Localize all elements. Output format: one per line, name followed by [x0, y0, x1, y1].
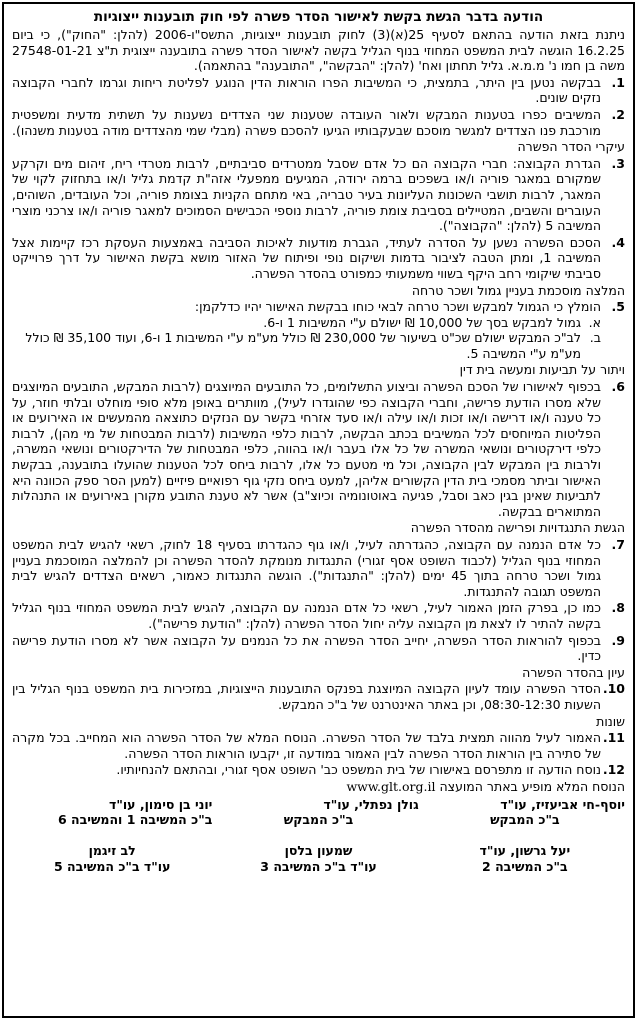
section-inspection	[12, 665, 625, 713]
numbered-clause	[12, 681, 625, 712]
sub-clause-text: גמול למבקש בסך של 10,000 ₪ ישולם ע"י המשיבות 1 ו-6.	[263, 314, 581, 330]
signer-role: ב"כ המבקש	[283, 811, 354, 827]
clause-text: כל אדם הנמנה עם הקבוצה, כהגדרתה לעיל, ו/או גוף כהגדרתו בסעיף 18 לחוק, רשאי להגיש לבית המשפט המחוזי בנוף הגליל (לכבוד השופט אסף זגורי) התנגדות מנומקת להסדר הפשרה וכן להמלצה המוסכמת בעניין גמול ושכר טרחה בתוך 45 ימים (להלן: "התנגדות"). הוגשה התנגדות כאמור, רשאים הצדדים להגיש לבית המשפט תגובה להתנגדות.	[12, 537, 602, 599]
clause-number: 11.	[602, 730, 625, 746]
section-heading: עיון בהסדר הפשרה	[522, 664, 625, 680]
section-heading: הגשת התנגדויות ופרישה מהסדר הפשרה	[410, 520, 625, 536]
sub-clause	[12, 315, 601, 331]
signature	[218, 843, 418, 874]
clause-number: 4.	[611, 234, 625, 250]
clause-number: 9.	[611, 632, 625, 648]
website-link[interactable]: www.glt.org.il	[346, 778, 436, 794]
section-objections	[12, 520, 625, 663]
section-settlement-main-terms	[12, 139, 625, 281]
signer-name: יוני בן סימון, עו"ד	[109, 796, 213, 812]
clause-text: המשיבים כפרו בטענות המבקש ולאור העובדה שטענות שני הצדדים נשענות על תשתית מדעית ומשפטית מורכבת פנו הצדדים למגשר מוסכם שבעקבותיו הגיעו להסכם פשרה (מבלי שמי מהצדדים מודה בטענות משנהו).	[12, 106, 601, 138]
notice-title: הודעה בדבר הגשת בקשת לאישור הסדר פשרה לפי חוק תובענות ייצוגיות	[93, 9, 544, 25]
signer-name: גולן נפתלי, עו"ד	[323, 796, 419, 812]
signer-name: יוסף-חי אביעזיז, עו"ד	[500, 796, 625, 812]
sub-clause-letter: ב.	[589, 330, 601, 346]
clause-text: כמו כן, בפרק הזמן האמור לעיל, רשאי כל אדם הנמנה עם הקבוצה, להגיש לבית המשפט המחוזי בנוף הגליל בקשה להתיר לו לצאת מן הקבוצה עליה יחול הסדר הפשרה (להלן: "הודעת פרישה").	[12, 600, 601, 631]
clause-number: 5.	[611, 299, 625, 315]
clause-number: 7.	[611, 537, 625, 552]
sub-clause-letter: א.	[588, 314, 601, 330]
numbered-clause	[12, 75, 625, 106]
clause-text: הסכם הפשרה נשען על הסדרה לעתיד, הגברת מודעות לאיכות הסביבה באמצעות העסקת רכז קיימות אצל המשיבה 1, ומתן הטבה לציבור בדמות ושיקום נופי ופיתוח של האזור מושא בקשת האישור על דרך פרוייקט סביבתי שיקומי רחב היקף בשווי משמעותי כמפורט בהסדר הפשרה.	[12, 234, 601, 281]
clause-text: הגדרת הקבוצה: חברי הקבוצה הם כל אדם שסבל ממטרדים סביבתיים, לרבות מטרדי ריח, זיהום מים וקרקע שמקורם במאגר פוריה ו/או בשפכים ברמה ירודה, המגיעים ממפעלי אזה"ת קדמת גליל ו/או בתחזוק לקוי של המאגר, לרבות תושבי השכונות העליונות בעיר טבריה, באי מתחם הקניות בצומת פוריה, וכל העובדים, השוהים, העוברים והשבים, המטיילים בסביבת צומת פוריה, לרבות נוספי הכבישים הסמוכים למאגר פוריה ו/או צרכני מוצרי המשיבה 5 (להלן: "הקבוצה").	[12, 155, 601, 234]
signature-block	[12, 797, 625, 875]
sub-clause-text: לב"כ המבקש ישולם שכ"ט בשיעור של 230,000 ₪ כולל מע"מ ע"י המשיבות 1 ו-6, ועוד 35,100 ₪ כולל מע"מ ע"י המשיבה 5.	[25, 330, 581, 361]
legal-notice	[2, 2, 635, 1018]
clause-number: 6.	[611, 379, 625, 395]
clause-text: בבקשה נטען בין היתר, בתמצית, כי המשיבות הפרו הוראות הדין הנוגע לפליטת ריחות וגרמו לחברי הקבוצה נזקים שונים.	[12, 74, 601, 106]
section-waiver	[12, 362, 625, 519]
clause-text: הומלץ כי הגמול למבקש ושכר טרחה לבאי כוחו בבקשת האישור יהיו כדלקמן:	[194, 299, 601, 315]
sub-clause	[12, 330, 601, 361]
clause-number: 12.	[602, 762, 625, 778]
clause-text: נוסח הודעה זו מתפרסם באישורו של בית המשפט כב' השופט אסף זגורי, ובהתאם להנחיותיו.	[116, 762, 601, 778]
clause-text: הסדר הפשרה עומד לעיון הקבוצה המיוצגת בפנקס התובענות הייצוגיות, במזכירות בית המשפט בנוף הגליל בין השעות 08:30-12:30, וכן באתר האינטרנט של ב"כ המבקש.	[12, 681, 601, 712]
website-label: הנוסח המלא מופיע באתר המועצה	[439, 778, 625, 794]
numbered-clause	[12, 537, 625, 599]
signature	[218, 797, 418, 828]
clause-number: 2.	[611, 106, 625, 122]
signer-role: ב"כ המבקש	[490, 811, 560, 827]
clause-number: 1.	[611, 74, 625, 90]
website-line	[12, 779, 625, 795]
signature	[12, 797, 212, 828]
signer-name: לב זיגמן	[88, 843, 136, 859]
section-heading: שונות	[596, 713, 625, 729]
numbered-clause	[12, 762, 625, 778]
section-heading: ויתור על תביעות ומעשה בית דין	[459, 362, 625, 378]
numbered-clause	[12, 633, 625, 664]
signature	[425, 797, 625, 828]
clause-text: האמור לעיל מהווה תמצית בלבד של הסדר הפשרה. הנוסח המלא של הסדר הפשרה הוא המחייב. בכל מקרה של סתירה בין הוראות הסדר הפשרה לבין האמור במודעה זו, יקבעו הוראות הסדר הפשרה.	[12, 730, 601, 761]
numbered-clause	[12, 235, 625, 282]
section-fees-recommendation	[12, 283, 625, 362]
numbered-clause	[12, 730, 625, 761]
section-misc	[12, 714, 625, 778]
section-background	[12, 75, 625, 138]
signer-name: יעל גרשון, עו"ד	[479, 843, 571, 859]
notice-sections	[12, 75, 625, 778]
signer-role: ב"כ המשיבה 1 והמשיבה 6	[58, 811, 213, 827]
clause-number: 8.	[611, 600, 625, 616]
signer-name: שמעון בלסן	[284, 843, 353, 859]
numbered-clause	[12, 107, 625, 138]
signer-role: עו"ד ב"כ המשיבה 5	[53, 858, 171, 874]
clause-number: 10.	[602, 681, 625, 697]
signer-role: ב"כ המשיבה 2	[482, 858, 568, 874]
signer-role: עו"ד ב"כ המשיבה 3	[260, 858, 377, 874]
signature	[425, 843, 625, 874]
numbered-clause	[12, 379, 625, 519]
clause-text: בכפוף להוראות הסדר הפשרה, יחייב הסדר הפשרה את כל הנמנים על הקבוצה אשר לא מסרו הודעת פרישה כדין.	[12, 632, 601, 664]
signature	[12, 843, 212, 874]
section-heading: עיקרי הסדר הפשרה	[517, 139, 625, 155]
section-heading: המלצה מוסכמת בעניין גמול ושכר טרחה	[411, 282, 625, 298]
numbered-clause	[12, 600, 625, 631]
numbered-clause	[12, 299, 625, 315]
numbered-clause	[12, 156, 625, 234]
clause-number: 3.	[611, 155, 625, 171]
clause-text: בכפוף לאישורו של הסכם הפשרה וביצוע התשלומים, כל התובעים המיוצגים (לרבות המבקש, התובעים המיוצגים שלא מסרו הודעת פרישה, וחברי הקבוצה כפי שהוגדרו לעיל), מוותרים באופן מלא סופי מוחלט ובלתי חוזר, על כל טענה ו/או דרישה ו/או זכות ו/או עילה ו/או סעד אזרחי בקשר עם הנזקים כתוצאה מהמעשים או האירועים או הפליטות המיוחסים לכל המשיבים בכתב הבקשה, לרבות כלפי המשיבות (לרבות המבטחות של מי מהן), לרבות כלפי דירקטורים ונושאי המשרה של כל אלו בעבר ו/או בהווה, כלפי המבטחות של הדירקטורים ונושאי המשרה, ולרבות בין המבקש לבין הקבוצה, וכל מי מטעם כל אלו, לרבות ביחס לכל הטענות שהועלו בתובענה, בבקשת האישור וביתר מסמכי בית הדין הקשורים אליהן, למעט ביחס נזקי גוף רפואיים פיזיים (למען הסר ספק הכוונה היא לתביעות שאינן בגין כאב וסבל, פגיעה באוטונומיה וכיוצ"ב) אשר לא טענת התובע מקורן באירועים או התנהלות המתוארים בבקשה.	[12, 379, 601, 519]
notice-intro: ניתנת בזאת הודעה בהתאם לסעיף 25(א)(3) לחוק תובענות ייצוגיות, התשס"ו-2006 (להלן: "החוק"), כי ביום 16.2.25 הוגשה לבית המשפט המחוזי בנוף הגליל בקשה לאישור הסדר פשרה בתובענה ייצוגית ת"צ 27548-01-21 משה בן חמו נ' מ.מ.א. גליל תחתון ואח' (להלן: "הבקשה", "התובענה" בהתאמה).	[12, 27, 625, 74]
